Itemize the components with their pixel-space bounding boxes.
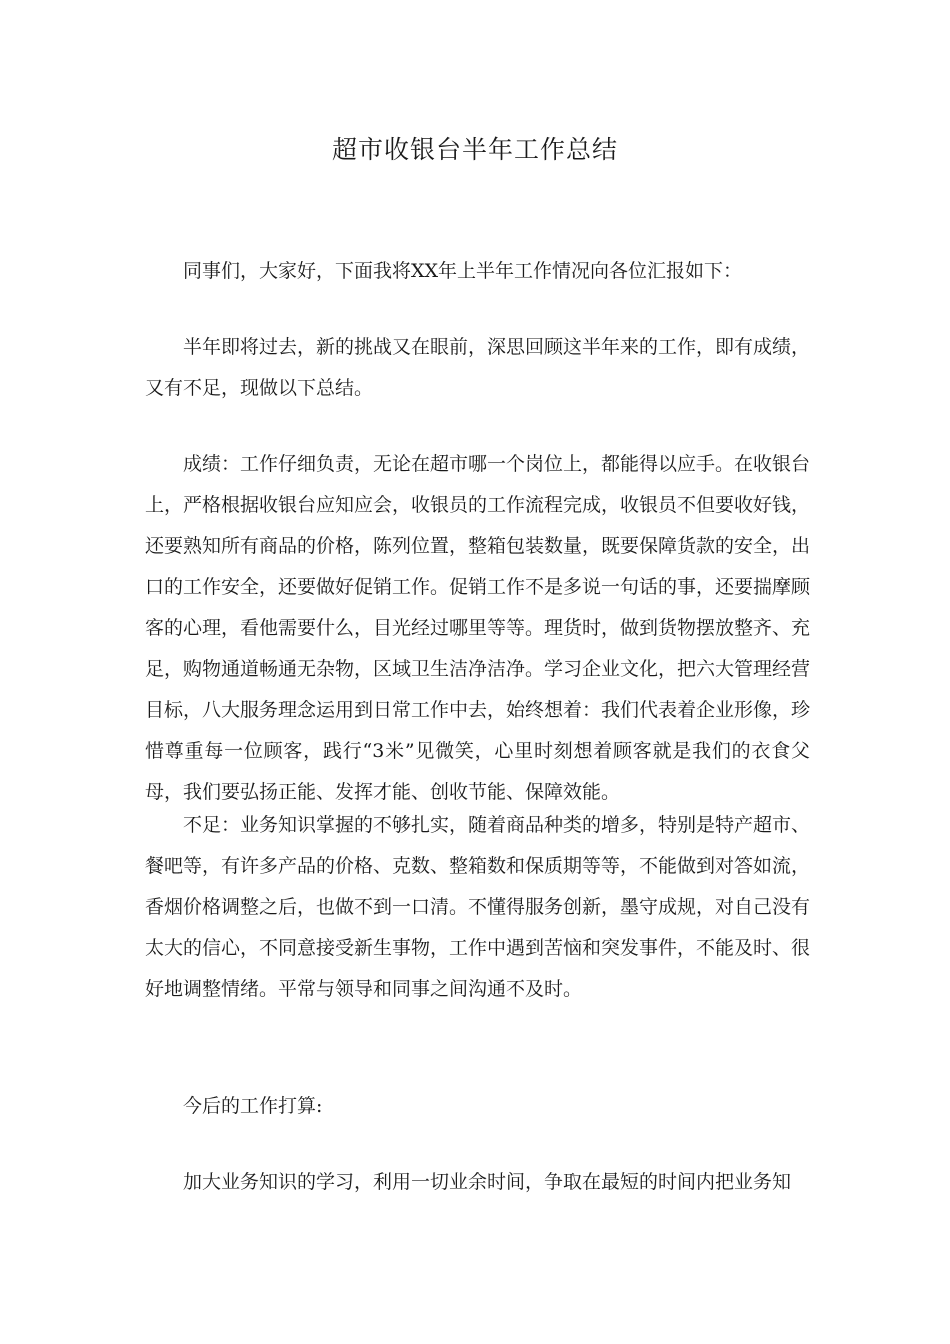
paragraph-achievements: 成绩：工作仔细负责，无论在超市哪一个岗位上，都能得以应手。在收银台上，严格根据收银台应知应会，收银员的工作流程完成，收银员不但要收好钱，还要熟知所有商品的价格，陈列位置，整箱包装数量，既要保障货款的安全，出口的工作安全，还要做好促销工作。促销工作不是多说一句话的事，还要揣摩顾客的心理，看他需要什么，目光经过哪里等等。理货时，做到货物摆放整齐、充足，购物通道畅通无杂物，区域卫生洁净洁净。学习企业文化，把六大管理经营目标，八大服务理念运用到日常工作中去，始终想着：我们代表着企业形像，珍惜尊重每一位顾客，践行“3米”见微笑，心里时刻想着顾客就是我们的衣食父母，我们要弘扬正能、发挥才能、创收节能、保障效能。 [145, 453, 811, 803]
paragraph-shortcomings: 不足：业务知识掌握的不够扎实，随着商品种类的增多，特别是特产超市、餐吧等，有许多产品的价格、克数、整箱数和保质期等等，不能做到对答如流，香烟价格调整之后，也做不到一口清。不懂得服务创新，墨守成规，对自己没有太大的信心，不同意接受新生事物，工作中遇到苦恼和突发事件，不能及时、很好地调整情绪。平常与领导和同事之间沟通不及时。 [145, 814, 811, 1000]
paragraph-greeting: 同事们，大家好，下面我将XX年上半年工作情况向各位汇报如下： [183, 260, 743, 282]
paragraph-future-plans: 加大业务知识的学习，利用一切业余时间，争取在最短的时间内把业务知 [183, 1171, 792, 1193]
paragraph-intro: 半年即将过去，新的挑战又在眼前，深思回顾这半年来的工作，即有成绩，又有不足，现做以下总结。 [145, 336, 811, 399]
paragraph-future-plans-heading: 今后的工作打算: [183, 1095, 323, 1117]
document-title: 超市收银台半年工作总结 [331, 135, 618, 164]
